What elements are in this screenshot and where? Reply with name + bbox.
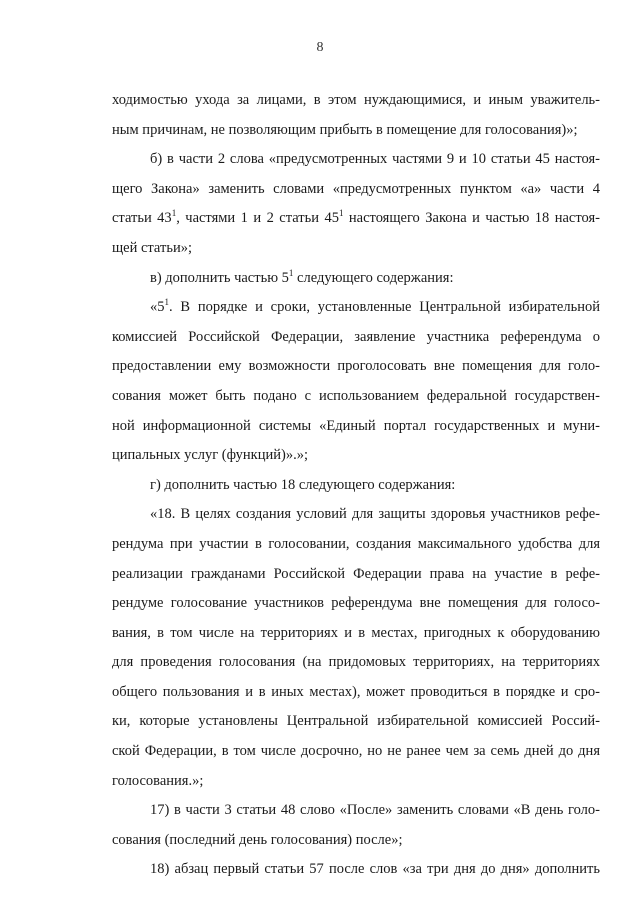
text-segment: вания, в том числе на территориях и в местах, пригодных к оборудованию: [112, 624, 600, 641]
text-line: [112, 707, 600, 737]
text-segment: «5: [150, 299, 165, 316]
text-line: [112, 737, 600, 767]
text-segment: ной информационной системы «Единый портал государственных и муни-: [112, 417, 600, 434]
text-line: [112, 796, 600, 826]
text-segment: для проведения голосования (на придомовых территориях, на территориях: [112, 654, 600, 671]
text-segment: реализации гражданами Российской Федерации права на участие в рефе-: [112, 565, 600, 582]
text-line: [112, 589, 600, 619]
text-segment: следующего содержания:: [293, 269, 454, 286]
text-segment: ки, которые установлены Центральной избирательной комиссией Россий-: [112, 713, 600, 730]
text-segment: , частями 1 и 2 статьи 45: [176, 210, 339, 227]
text-segment: рендуме голосование участников референдума вне помещения для голосо-: [112, 595, 600, 612]
text-segment: щей статьи»;: [112, 239, 192, 256]
text-line: [112, 204, 600, 234]
text-segment: рендума при участии в голосовании, создания максимального удобства для: [112, 535, 600, 552]
text-line: [112, 293, 600, 323]
text-line: [112, 412, 600, 442]
text-line: [112, 352, 600, 382]
text-segment: 17) в части 3 статьи 48 слово «После» заменить словами «В день голо-: [150, 802, 600, 819]
text-line: [112, 500, 600, 530]
text-segment: в) дополнить частью 5: [150, 269, 289, 286]
text-line: [112, 619, 600, 649]
text-segment: ходимостью ухода за лицами, в этом нуждающимися, и иным уважитель-: [112, 92, 600, 108]
text-line: [112, 560, 600, 590]
text-segment: голосования.»;: [112, 772, 204, 789]
text-line: [112, 678, 600, 708]
text-line: [112, 471, 600, 501]
text-line: [112, 767, 600, 797]
text-segment: 18) абзац первый статьи 57 после слов «за три дня до дня» дополнить: [150, 861, 600, 878]
text-line: [112, 441, 600, 471]
text-line: [112, 323, 600, 353]
text-segment: б) в части 2 слова «предусмотренных частями 9 и 10 статьи 45 настоя-: [150, 151, 600, 168]
text-line: [112, 234, 600, 264]
text-segment: сования может быть подано с использованием федеральной государствен-: [112, 387, 600, 404]
text-segment: предоставлении ему возможности проголосовать вне помещения для голо-: [112, 358, 600, 375]
text-line: [112, 264, 600, 294]
text-line: [112, 145, 600, 175]
text-line: [112, 648, 600, 678]
text-segment: г) дополнить частью 18 следующего содержания:: [150, 476, 456, 493]
text-line: [112, 530, 600, 560]
superscript: 1: [338, 208, 344, 219]
text-segment: ской Федерации, в том числе досрочно, но не ранее чем за семь дней до дня: [112, 743, 600, 760]
text-line: [112, 382, 600, 412]
text-line: [112, 826, 600, 856]
superscript: 1: [164, 297, 169, 308]
text-line: [112, 175, 600, 205]
text-segment: общего пользования и в иных местах), может проводиться в порядке и сро-: [112, 683, 600, 700]
superscript: 1: [171, 208, 177, 219]
text-segment: комиссией Российской Федерации, заявление участника референдума о: [112, 328, 600, 345]
text-segment: настоящего Закона и частью 18 настоя-: [343, 210, 600, 227]
text-segment: статьи 43: [112, 210, 172, 227]
text-segment: . В порядке и сроки, установленные Центральной избирательной: [169, 299, 600, 316]
text-segment: ным причинам, не позволяющим прибыть в помещение для голосования)»;: [112, 121, 578, 138]
text-segment: «18. В целях создания условий для защиты здоровья участников рефе-: [150, 506, 600, 523]
document-body: [112, 86, 600, 885]
superscript: 1: [288, 267, 294, 278]
page-number: 8: [316, 40, 324, 55]
text-segment: ципальных услуг (функций)».»;: [112, 447, 308, 464]
text-segment: щего Закона» заменить словами «предусмотренных пунктом «а» части 4: [112, 180, 600, 197]
text-line: [112, 86, 600, 116]
text-line: [112, 855, 600, 885]
text-line: [112, 116, 600, 146]
text-segment: сования (последний день голосования) после»;: [112, 831, 403, 848]
